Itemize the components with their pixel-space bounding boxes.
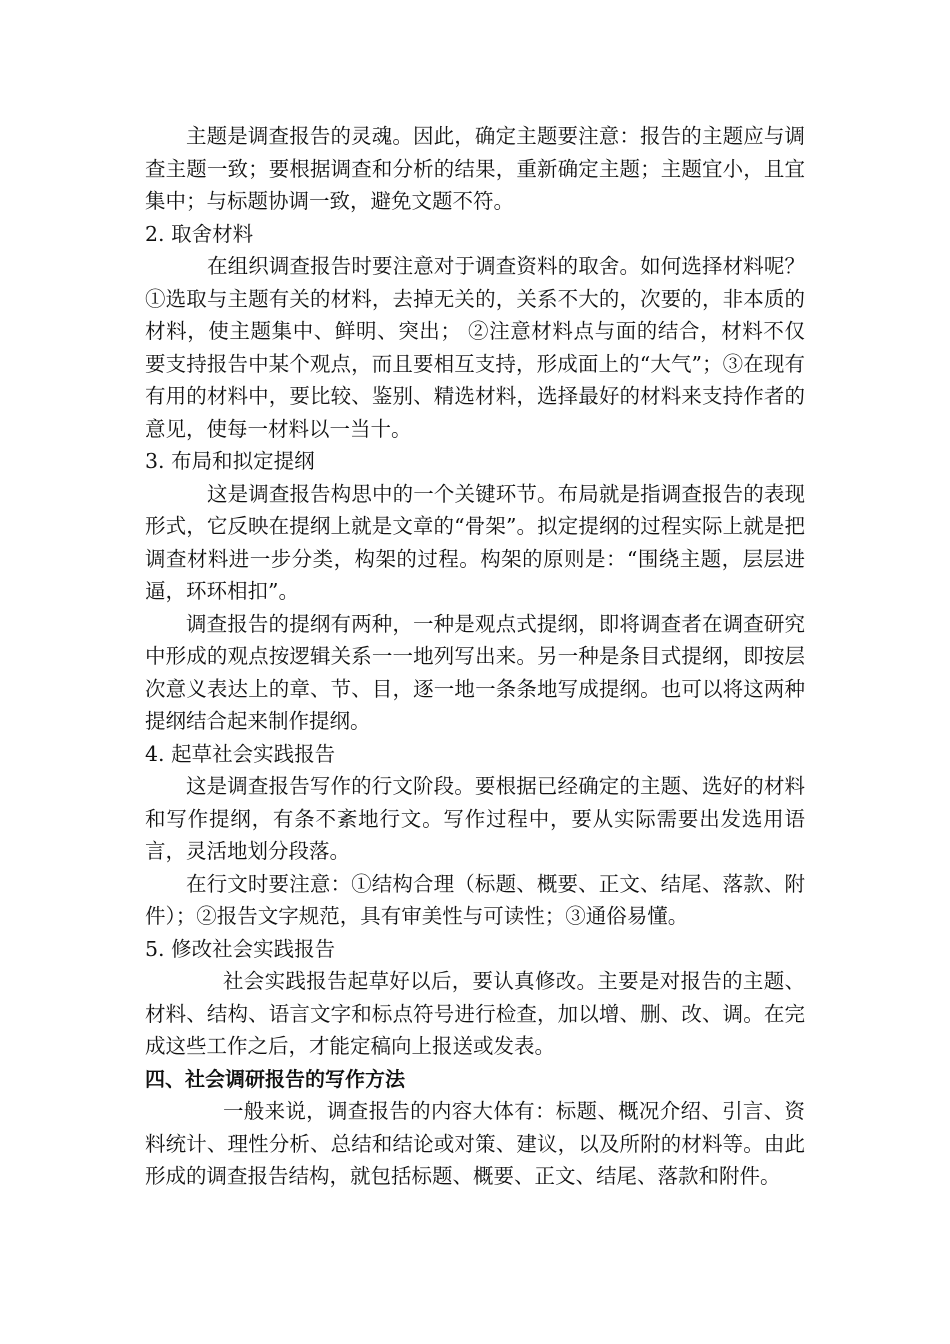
paragraph-revise: 社会实践报告起草好以后，要认真修改。主要是对报告的主题、材料、结构、语言文字和标点符号进行检查，加以增、删、改、调。在完成这些工作之后，才能定稿向上报送或发表。: [145, 969, 805, 1058]
paragraph-select-materials: 在组织调查报告时要注意对于调查资料的取舍。如何选择材料呢？ ①选取与主题有关的材料，去掉无关的，关系不大的，次要的，非本质的材料，使主题集中、鲜明、突出； ②注意材料点与面的结合，材料不仅要支持报告中某个观点，而且要相互支持，形成面上的“大气”；③在现有有用的材料中，要比较、鉴别、精选材料，选择最好的材料来支持作者的意见，使每一材料以一当十。: [145, 254, 805, 441]
paragraph-draft-notes: 在行文时要注意：①结构合理（标题、概要、正文、结尾、落款、附件）；②报告文字规范，具有审美性与可读性；③通俗易懂。: [145, 871, 805, 928]
subheading-layout-outline: 3. 布局和拟定提纲: [145, 449, 315, 473]
document-body: [145, 120, 805, 1193]
paragraph-draft-stage: 这是调查报告写作的行文阶段。要根据已经确定的主题、选好的材料和写作提纲，有条不紊地行文。写作过程中，要从实际需要出发选用语言，灵活地划分段落。: [145, 774, 805, 863]
paragraph-outline-types: 调查报告的提纲有两种，一种是观点式提纲，即将调查者在调查研究中形成的观点按逻辑关系一一地列写出来。另一种是条目式提纲，即按层次意义表达上的章、节、目，逐一地一条条地写成提纲。也可以将这两种提纲结合起来制作提纲。: [145, 611, 805, 733]
paragraph-report-content: 一般来说，调查报告的内容大体有：标题、概况介绍、引言、资料统计、理性分析、总结和结论或对策、建议，以及所附的材料等。由此形成的调查报告结构，就包括标题、概要、正文、结尾、落款和附件。: [145, 1099, 805, 1188]
section-heading-writing-methods: 四、社会调研报告的写作方法: [145, 1066, 405, 1091]
paragraph-layout: 这是调查报告构思中的一个关键环节。布局就是指调查报告的表现形式，它反映在提纲上就是文章的“骨架”。拟定提纲的过程实际上就是把调查材料进一步分类，构架的过程。构架的原则是：“围绕主题，层层进逼，环环相扣”。: [145, 481, 805, 603]
subheading-draft-report: 4. 起草社会实践报告: [145, 741, 336, 766]
paragraph-theme: 主题是调查报告的灵魂。因此，确定主题要注意：报告的主题应与调查主题一致；要根据调查和分析的结果，重新确定主题；主题宜小，且宜集中；与标题协调一致，避免文题不符。: [145, 124, 805, 213]
subheading-revise-report: 5. 修改社会实践报告: [145, 936, 336, 961]
subheading-select-materials: 2. 取舍材料: [145, 221, 254, 246]
